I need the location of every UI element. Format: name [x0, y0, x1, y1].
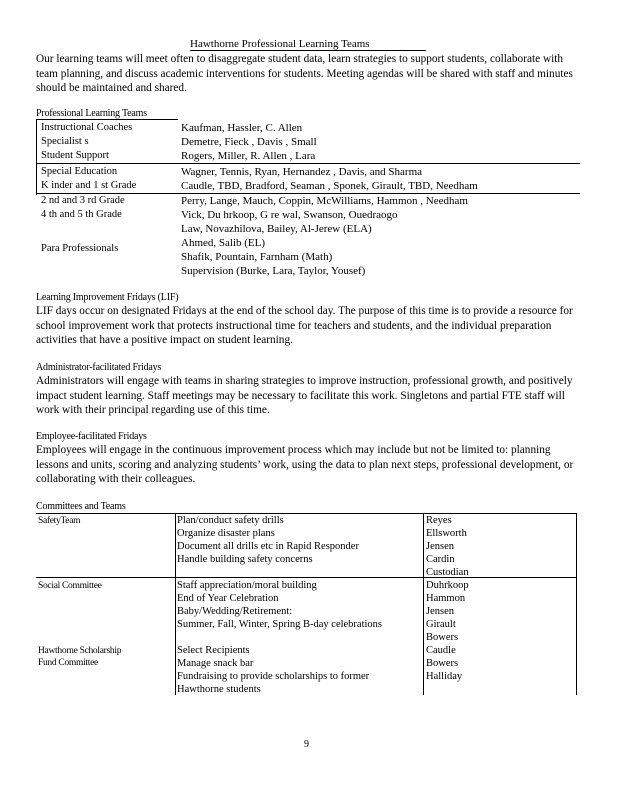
- committee-duty: Handle building safety concerns: [177, 554, 313, 565]
- committee-member: Bowers: [426, 658, 459, 669]
- team-members: Demetre, Fieck , Davis , Small: [181, 136, 317, 148]
- committees-heading: Committees and Teams: [36, 501, 126, 512]
- team-members: Shafik, Pountain, Farnham (Math): [181, 251, 333, 263]
- committee-duty: Fundraising to provide scholarships to former: [177, 671, 370, 682]
- employee-fridays-heading: Employee-facilitated Fridays: [36, 431, 147, 442]
- table-border-left: [36, 120, 37, 195]
- committee-duty: Manage snack bar: [177, 658, 254, 669]
- table-column-divider: [175, 513, 176, 695]
- page-number: 9: [304, 739, 309, 750]
- committee-member: Caudle: [426, 645, 456, 656]
- title-underline: [190, 50, 426, 51]
- table-row-divider: [36, 577, 577, 578]
- committee-member: Jensen: [426, 541, 454, 552]
- team-members: Vick, Du hrkoop, G re wal, Swanson, Ouedraogo: [181, 209, 398, 221]
- committee-duty: Document all drills etc in Rapid Responder: [177, 541, 359, 552]
- team-members: Law, Novazhilova, Bailey, Al-Jerew (ELA): [181, 223, 372, 235]
- team-label: 4 th and 5 th Grade: [41, 209, 122, 220]
- team-members: Perry, Lange, Mauch, Coppin, McWilliams, Hammon , Needham: [181, 195, 468, 207]
- team-members: Supervision (Burke, Lara, Taylor, Yousef): [181, 265, 366, 277]
- team-label: Specialist s: [41, 136, 89, 147]
- team-label: K inder and 1 st Grade: [41, 180, 137, 191]
- committee-member: Girault: [426, 619, 456, 630]
- team-label: Student Support: [41, 150, 109, 161]
- page-title: Hawthorne Professional Learning Teams: [190, 38, 370, 50]
- team-label: Instructional Coaches: [41, 122, 133, 133]
- committee-duty: Staff appreciation/moral building: [177, 580, 317, 591]
- committee-member: Cardin: [426, 554, 455, 565]
- committee-duty: Hawthorne students: [177, 684, 261, 695]
- team-label: Para Professionals: [41, 243, 119, 254]
- committee-duty: Summer, Fall, Winter, Spring B-day celebrations: [177, 619, 383, 630]
- team-members: Caudle, TBD, Bradford, Seaman , Sponek, Girault, TBD, Needham: [181, 180, 478, 192]
- professional-learning-table: [36, 120, 580, 278]
- committee-name: Fund Committee: [38, 658, 98, 668]
- committee-member: Halliday: [426, 671, 463, 682]
- admin-fridays-heading: Administrator-facilitated Fridays: [36, 362, 162, 373]
- committee-name: Social Committee: [38, 581, 102, 591]
- table-column-divider: [423, 513, 424, 695]
- intro-paragraph: Our learning teams will meet often to disaggregate student data, learn strategies to support students, collaborate with team planning, and discuss academic interventions for students. Meeting agendas will be shared with staff and minutes should be maintained and shared.: [36, 53, 573, 94]
- committee-duty: Organize disaster plans: [177, 528, 275, 539]
- committee-duty: End of Year Celebration: [177, 593, 279, 604]
- table-border-top: [36, 513, 577, 514]
- committee-member: Hammon: [426, 593, 466, 604]
- table-divider: [36, 163, 580, 164]
- team-members: Ahmed, Salib (EL): [181, 237, 266, 249]
- committee-duty: Plan/conduct safety drills: [177, 515, 284, 526]
- committee-duty: Select Recipients: [177, 645, 250, 656]
- committee-member: Jensen: [426, 606, 454, 617]
- employee-fridays-paragraph: Employees will engage in the continuous improvement process which may include but not be limited to: planning lessons and units, scoring and analyzing students’ work, using the data to plan next steps, professional development, or collaborating with their colleagues.: [36, 444, 574, 485]
- team-members: Wagner, Tennis, Ryan, Hernandez , Davis, and Sharma: [181, 166, 423, 178]
- committee-duty: Baby/Wedding/Retirement:: [177, 606, 293, 617]
- table-border-right: [576, 513, 577, 695]
- committee-member: Bowers: [426, 632, 459, 643]
- team-members: Kaufman, Hassler, C. Allen: [181, 122, 303, 134]
- lif-heading: Learning Improvement Fridays (LIF): [36, 292, 179, 303]
- admin-fridays-paragraph: Administrators will engage with teams in sharing strategies to improve instruction, professional growth, and positively impact student learning. Staff meetings may be necessary to facilitate this work. Singletons and partial FTE staff will work with their principal regarding use of this time.: [36, 375, 573, 416]
- committee-member: Ellsworth: [426, 528, 467, 539]
- team-label: 2 nd and 3 rd Grade: [41, 195, 125, 206]
- committees-table: [36, 513, 577, 695]
- committee-member: Duhrkoop: [426, 580, 469, 591]
- committee-name: Hawthorne Scholarship: [38, 646, 122, 656]
- team-members: Rogers, Miller, R. Allen , Lara: [181, 150, 316, 162]
- professional-learning-heading: Professional Learning Teams: [36, 108, 147, 119]
- lif-paragraph: LIF days occur on designated Fridays at the end of the school day. The purpose of this time is to provide a resource for school improvement work that protects instructional time for teachers and students, and the individual preparation activities that have a positive impact on student learning.: [36, 305, 573, 346]
- team-label: Special Education: [41, 166, 118, 177]
- committee-name: SafetyTeam: [38, 516, 81, 526]
- committee-member: Custodian: [426, 567, 469, 578]
- committee-member: Reyes: [426, 515, 452, 526]
